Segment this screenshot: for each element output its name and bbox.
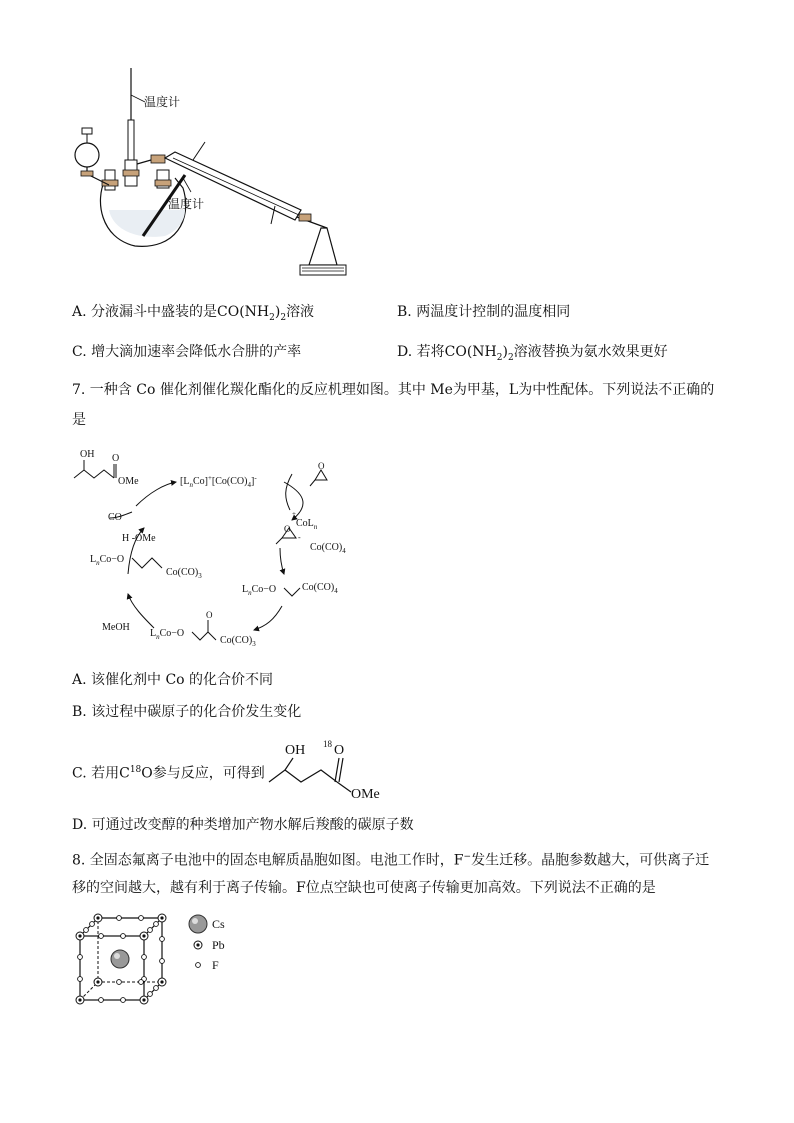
unit-cell-figure bbox=[70, 912, 270, 1010]
distillation-apparatus-figure bbox=[65, 60, 365, 285]
svg-text:LnCo−O: $L_nCo-O$ bbox=[90, 554, 125, 567]
svg-text:OMe: OMe bbox=[351, 787, 380, 802]
svg-text:H -OMe: H -OMe bbox=[122, 533, 156, 544]
q7-option-b: B. 该过程中碳原子的化合价发生变化 bbox=[72, 704, 302, 720]
thermometer-label-side: 温度计 bbox=[168, 197, 205, 211]
q7-stem-line1: 7. 一种含 Co 催化剂催化羰化酯化的反应机理如图。其中 Me为甲基，L为中性配体。下列说法不正确的 bbox=[72, 382, 715, 398]
svg-text:CoLn: CoL$_n$ bbox=[296, 518, 318, 531]
q7-option-a: A. 该催化剂中 Co 的化合价不同 bbox=[72, 672, 274, 688]
catalyst-formula: $[L_nCo]^+[Co(CO)_4]^-$ bbox=[180, 474, 257, 489]
svg-text:LnCo−O: $L_nCo-O$ bbox=[150, 628, 185, 641]
legend-f: F bbox=[212, 958, 219, 972]
q8-stem-line1: 8. 全固态氟离子电池中的固态电解质晶胞如图。电池工作时，F−发生迁移。晶胞参数越大，可供离子迁 bbox=[72, 852, 710, 869]
catalytic-cycle-scheme bbox=[70, 440, 370, 655]
svg-text:MeOH: MeOH bbox=[102, 622, 130, 633]
svg-text:O: O bbox=[284, 524, 291, 534]
legend-pb: Pb bbox=[212, 938, 225, 952]
legend-cs: Cs bbox=[212, 917, 225, 931]
svg-text:O: O bbox=[334, 743, 345, 758]
q8-stem-line2: 移的空间越大，越有利于离子传输。F位点空缺也可使离子传输更加高效。下列说法不正确的是 bbox=[72, 880, 656, 896]
svg-text:O: O bbox=[318, 461, 325, 471]
q6-option-d: D. 若将$CO(NH_2)_2$溶液替换为氨水效果更好 bbox=[397, 344, 668, 363]
svg-text:O: O bbox=[206, 610, 213, 620]
svg-text:OMe: OMe bbox=[118, 476, 139, 487]
svg-text:Co(CO)4: $Co(CO)_4$ bbox=[302, 582, 338, 595]
q7-option-c-structure bbox=[265, 738, 395, 808]
thermometer-label-top: 温度计 bbox=[144, 95, 181, 109]
svg-text:OH: OH bbox=[285, 743, 306, 758]
svg-text:Co(CO)3: $Co(CO)_3$ bbox=[166, 567, 202, 580]
svg-text:LnCo−O: $L_nCo-O$ bbox=[242, 584, 277, 597]
q6-option-c: C. 增大滴加速率会降低水合肼的产率 bbox=[72, 344, 302, 360]
q7-stem-line2: 是 bbox=[72, 412, 86, 428]
q7-option-c: C. 若用$C^{18}O$参与反应，可得到 bbox=[72, 765, 265, 782]
svg-text:-: - bbox=[298, 533, 301, 542]
q6-option-b: B. 两温度计控制的温度相同 bbox=[397, 304, 571, 320]
svg-text:Co(CO)3: $Co(CO)_3$ bbox=[220, 635, 256, 648]
svg-text:CO: CO bbox=[108, 512, 122, 523]
svg-text:18: 18 bbox=[323, 739, 332, 749]
svg-text:Co(CO)4: $Co(CO)_4$ bbox=[310, 542, 346, 555]
svg-text:O: O bbox=[112, 453, 120, 464]
q7-option-d: D. 可通过改变醇的种类增加产物水解后羧酸的碳原子数 bbox=[72, 817, 414, 833]
q6-option-a: A. 分液漏斗中盛装的是$CO(NH_2)_2$溶液 bbox=[72, 304, 315, 323]
svg-text:OH: OH bbox=[80, 449, 95, 460]
svg-text:+: + bbox=[292, 510, 296, 518]
